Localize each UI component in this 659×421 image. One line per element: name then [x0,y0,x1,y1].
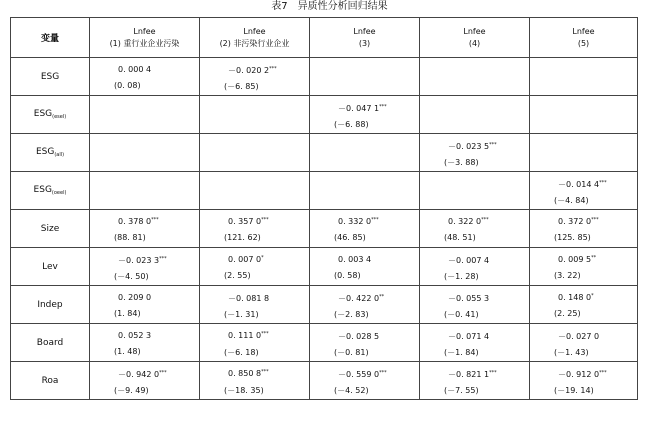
t-statistic: (－9. 49) [114,386,149,395]
var-column-header: 变量 [11,18,90,58]
table-body [11,58,638,400]
coefficient-value: 0. 322 0 [448,217,482,226]
t-statistic: (1. 48) [114,347,141,356]
variable-name-cell [11,210,90,248]
significance-stars: *** [261,369,269,375]
coefficient-line [228,217,269,226]
regression-table [10,17,638,400]
significance-stars: *** [371,217,379,223]
coefficient-line [338,369,387,380]
table-row [11,362,638,400]
coefficient-cell [90,362,200,400]
coefficient-value: 0. 378 0 [118,217,152,226]
coefficient-value: －0. 081 8 [228,294,270,303]
coefficient-line [558,293,594,302]
model-label: (3) [358,38,371,48]
table-row [11,58,638,96]
coefficient-line [448,331,489,342]
dep-var-label: Lnfee [133,26,156,36]
variable-name: Roa [41,375,59,386]
model-column-header [310,18,420,58]
variable-name-cell [11,172,90,210]
coefficient-value: －0. 422 0 [338,294,380,303]
coefficient-value: 0. 000 4 [118,65,152,74]
coefficient-value: －0. 942 0 [118,370,160,379]
t-statistic: (3. 22) [554,271,581,280]
significance-stars: *** [151,217,159,223]
coefficient-cell [200,96,310,134]
table-row [11,286,638,324]
header-row [11,18,638,58]
table-row [11,210,638,248]
t-statistic: (1. 84) [114,309,141,318]
coefficient-cell [90,172,200,210]
model-label: (2) 非污染行业企业 [219,38,290,48]
significance-stars: * [261,255,264,261]
coefficient-value: 0. 209 0 [118,293,152,302]
coefficient-value: 0. 357 0 [228,217,262,226]
variable-name: ESG [35,147,55,157]
coefficient-cell [530,324,638,362]
variable-name: ESG [40,71,60,82]
coefficient-cell [310,286,420,324]
significance-stars: *** [489,370,497,376]
coefficient-value: －0. 014 4 [558,180,600,189]
t-statistic: (0. 58) [334,271,361,280]
variable-subscript: (esel) [52,114,67,120]
coefficient-line [118,293,151,302]
coefficient-value: －0. 821 1 [448,370,490,379]
coefficient-cell [420,134,530,172]
significance-stars: ** [591,255,597,261]
variable-name-cell [11,58,90,96]
coefficient-cell [530,172,638,210]
table-title: 表7 异质性分析回归结果 [271,1,388,12]
significance-stars: *** [599,180,607,186]
model-label: (4) [468,38,481,48]
variable-name-cell [11,324,90,362]
significance-stars: *** [599,370,607,376]
coefficient-line [228,369,269,378]
coefficient-cell [310,362,420,400]
t-statistic: (46. 85) [334,233,366,242]
coefficient-line [338,217,379,226]
variable-name: Indep [37,299,63,310]
coefficient-line [558,217,599,226]
coefficient-cell [310,96,420,134]
coefficient-line [338,331,379,342]
t-statistic: (－6. 88) [334,120,369,129]
t-statistic: (2. 55) [224,271,251,280]
t-statistic: (－0. 41) [444,310,479,319]
coefficient-cell [200,210,310,248]
t-statistic: (－1. 28) [444,272,479,281]
coefficient-line [448,369,497,380]
coefficient-cell [420,362,530,400]
significance-stars: *** [489,142,497,148]
coefficient-line [448,255,489,266]
coefficient-cell [90,96,200,134]
coefficient-value: －0. 020 2 [228,66,270,75]
coefficient-cell [420,210,530,248]
t-statistic: (－2. 83) [334,310,369,319]
coefficient-line [228,255,264,264]
coefficient-value: －0. 023 3 [118,256,160,265]
coefficient-value: 0. 009 5 [558,255,592,264]
variable-name-cell [11,286,90,324]
significance-stars: *** [261,217,269,223]
t-statistic: (－1. 43) [554,348,589,357]
coefficient-value: 0. 052 3 [118,331,152,340]
coefficient-cell [200,58,310,96]
t-statistic: (125. 85) [554,233,591,242]
coefficient-line [448,141,497,152]
significance-stars: * [591,293,594,299]
significance-stars: *** [379,104,387,110]
model-label: (5) [577,38,590,48]
coefficient-cell [310,248,420,286]
coefficient-cell [420,286,530,324]
coefficient-cell [200,324,310,362]
coefficient-value: －0. 912 0 [558,370,600,379]
significance-stars: *** [261,331,269,337]
coefficient-value: －0. 559 0 [338,370,380,379]
variable-name: Size [40,223,60,234]
coefficient-cell [90,58,200,96]
t-statistic: (－19. 14) [554,386,594,395]
coefficient-line [558,179,607,190]
variable-name-cell [11,362,90,400]
significance-stars: *** [269,66,277,72]
coefficient-cell [200,248,310,286]
coefficient-line [118,255,167,266]
variable-name: Lev [42,261,58,272]
coefficient-cell [310,172,420,210]
coefficient-line [338,255,371,264]
coefficient-cell [200,172,310,210]
model-label: (1) 重行业企业污染 [109,38,180,48]
coefficient-value: 0. 148 0 [558,293,592,302]
dep-var-label: Lnfee [353,26,376,36]
coefficient-cell [200,362,310,400]
coefficient-value: －0. 007 4 [448,256,490,265]
coefficient-cell [90,210,200,248]
coefficient-cell [530,286,638,324]
t-statistic: (－1. 31) [224,310,259,319]
t-statistic: (121. 62) [224,233,261,242]
t-statistic: (－4. 84) [554,196,589,205]
coefficient-line [228,65,277,76]
coefficient-cell [310,210,420,248]
coefficient-cell [530,248,638,286]
coefficient-line [558,331,599,342]
coefficient-line [338,293,384,304]
t-statistic: (－1. 84) [444,348,479,357]
coefficient-value: －0. 055 3 [448,294,490,303]
table-row [11,172,638,210]
coefficient-cell [530,134,638,172]
model-column-header [90,18,200,58]
t-statistic: (0. 08) [114,81,141,90]
coefficient-cell [420,248,530,286]
t-statistic: (－7. 55) [444,386,479,395]
model-column-header [530,18,638,58]
coefficient-cell [530,362,638,400]
variable-name-cell [11,134,90,172]
significance-stars: ** [379,294,385,300]
variable-subscript: (all) [54,152,65,158]
coefficient-value: 0. 003 4 [338,255,372,264]
coefficient-cell [200,286,310,324]
coefficient-cell [90,324,200,362]
t-statistic: (2. 25) [554,309,581,318]
variable-name-cell [11,248,90,286]
coefficient-line [558,369,607,380]
variable-subscript: (oeel) [51,190,67,196]
table-row [11,324,638,362]
coefficient-value: 0. 111 0 [228,331,262,340]
coefficient-value: 0. 372 0 [558,217,592,226]
coefficient-cell [90,248,200,286]
coefficient-line [338,103,387,114]
coefficient-cell [420,58,530,96]
variable-name: ESG [33,185,52,195]
coefficient-cell [200,134,310,172]
t-statistic: (－0. 81) [334,348,369,357]
coefficient-value: －0. 071 4 [448,332,490,341]
model-column-header [420,18,530,58]
significance-stars: *** [379,370,387,376]
coefficient-cell [310,58,420,96]
coefficient-cell [530,58,638,96]
coefficient-cell [310,134,420,172]
coefficient-line [118,65,151,74]
table-row [11,248,638,286]
t-statistic: (－4. 50) [114,272,149,281]
coefficient-line [118,369,167,380]
coefficient-cell [90,286,200,324]
t-statistic: (－3. 88) [444,158,479,167]
coefficient-cell [310,324,420,362]
coefficient-value: －0. 028 5 [338,332,380,341]
coefficient-cell [90,134,200,172]
variable-name: Board [36,337,64,348]
coefficient-line [118,217,159,226]
table-row [11,134,638,172]
dep-var-label: Lnfee [243,26,266,36]
coefficient-line [228,293,269,304]
dep-var-label: Lnfee [572,26,595,36]
coefficient-value: 0. 007 0 [228,255,262,264]
coefficient-value: 0. 332 0 [338,217,372,226]
t-statistic: (－6. 85) [224,82,259,91]
coefficient-value: 0. 850 8 [228,369,262,378]
t-statistic: (48. 51) [444,233,476,242]
t-statistic: (－18. 35) [224,386,264,395]
significance-stars: *** [481,217,489,223]
t-statistic: (－6. 18) [224,348,259,357]
significance-stars: *** [159,256,167,262]
coefficient-line [558,255,596,264]
model-column-header [200,18,310,58]
coefficient-line [228,331,269,340]
coefficient-cell [420,172,530,210]
coefficient-cell [530,210,638,248]
variable-name-cell [11,96,90,134]
coefficient-value: －0. 027 0 [558,332,600,341]
coefficient-cell [420,324,530,362]
coefficient-line [118,331,151,340]
dep-var-label: Lnfee [463,26,486,36]
variable-name: ESG [33,109,53,119]
coefficient-value: －0. 023 5 [448,142,490,151]
table-row [11,96,638,134]
significance-stars: *** [159,370,167,376]
coefficient-value: －0. 047 1 [338,104,380,113]
significance-stars: *** [591,217,599,223]
t-statistic: (88. 81) [114,233,146,242]
coefficient-cell [530,96,638,134]
coefficient-line [448,293,489,304]
t-statistic: (－4. 52) [334,386,369,395]
coefficient-line [448,217,489,226]
coefficient-cell [420,96,530,134]
